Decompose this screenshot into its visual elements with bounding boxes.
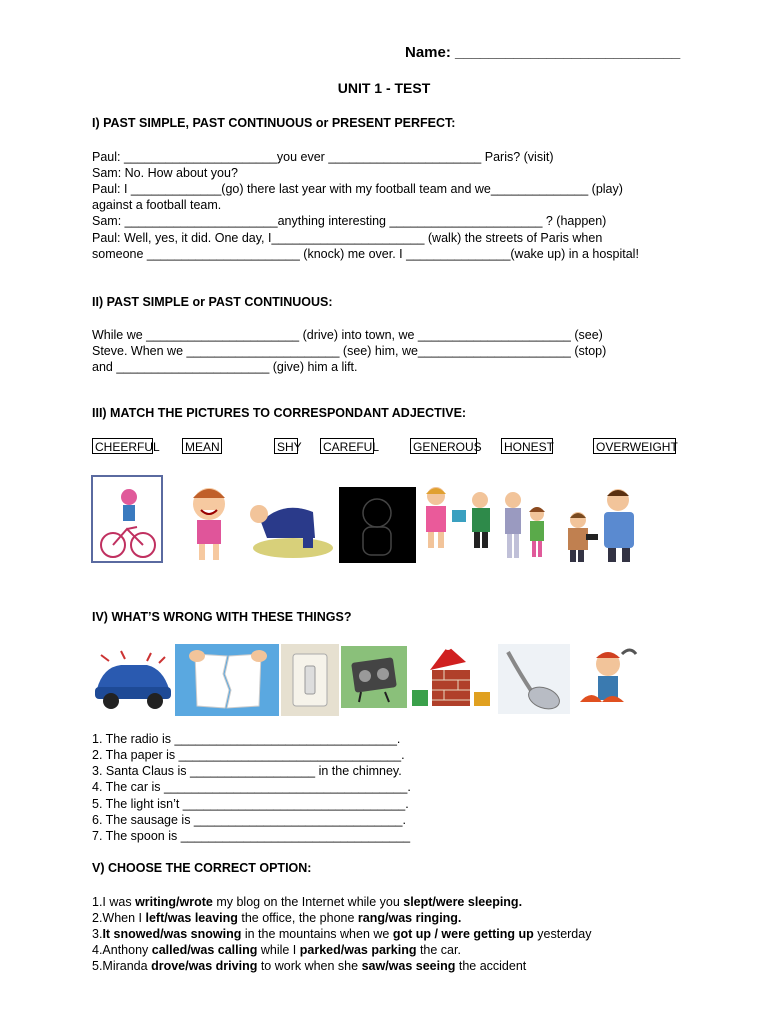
- option-text: the accident: [455, 959, 527, 973]
- option-text: yesterday: [533, 927, 592, 941]
- option-text: 1.I was: [92, 895, 136, 909]
- adjective-box-honest: HONEST: [501, 438, 553, 454]
- s1-line: against a football team.: [92, 198, 222, 212]
- option-choice: writing/wrote: [135, 895, 213, 909]
- s1-line: Paul: Well, yes, it did. One day, I______________________ (walk) the streets of Paris when: [92, 231, 603, 245]
- s2-line: Steve. When we ______________________ (see) him, we______________________ (stop): [92, 344, 607, 358]
- crashed-car-icon: [91, 645, 175, 715]
- option-choice: drove/was driving: [151, 959, 258, 973]
- s4-line: 6. The sausage is ______________________________.: [92, 813, 406, 827]
- option-choice: got up / were getting up: [392, 927, 534, 941]
- option-choice: saw/was seeing: [361, 959, 456, 973]
- s2-line: While we ______________________ (drive) into town, we ______________________ (see): [92, 328, 603, 342]
- bent-spoon-icon: [498, 644, 570, 714]
- s4-line: 2. Tha paper is ________________________________.: [92, 748, 405, 762]
- page-title: UNIT 1 - TEST: [337, 80, 431, 96]
- section-4-heading: IV) WHAT’S WRONG WITH THESE THINGS?: [92, 610, 352, 624]
- s1-line: Paul: I _____________(go) there last year with my football team and we______________ (play): [92, 182, 623, 196]
- s4-line: 3. Santa Claus is __________________ in the chimney.: [92, 764, 402, 778]
- man-hoarding-money-icon: [243, 492, 335, 562]
- option-text: the car.: [416, 943, 461, 957]
- broken-radio-icon: [341, 646, 407, 708]
- option-text: in the mountains when we: [241, 927, 393, 941]
- s4-line: 5. The light isn’t ________________________________.: [92, 797, 409, 811]
- adjective-box-mean: MEAN: [182, 438, 222, 454]
- option-choice: It snowed/was snowing: [102, 927, 242, 941]
- cheerful-girl-icon: [179, 480, 239, 564]
- s5-item: [92, 894, 522, 910]
- mother-and-child-icon: [499, 490, 551, 562]
- light-switch-icon: [281, 644, 339, 716]
- s4-line: 1. The radio is ________________________________.: [92, 732, 401, 746]
- option-text: 4.Anthony: [92, 943, 152, 957]
- option-text: 2.When I: [92, 911, 146, 925]
- option-text: the office, the phone: [237, 911, 358, 925]
- adjective-box-shy: SHY: [274, 438, 298, 454]
- section-1-heading: I) PAST SIMPLE, PAST CONTINUOUS or PRESENT PERFECT:: [92, 116, 456, 130]
- adjective-box-generous: GENEROUS: [410, 438, 477, 454]
- s1-line: Sam: No. How about you?: [92, 166, 238, 180]
- name-field-label: Name: ___________________________: [405, 44, 681, 61]
- shy-figure-icon: [339, 487, 416, 563]
- children-sharing-gift-icon: [418, 482, 498, 552]
- father-and-boy-icon: [562, 486, 648, 564]
- s1-line: someone ______________________ (knock) me over. I _______________(wake up) in a hospital!: [92, 247, 639, 261]
- option-text: 3.: [92, 927, 103, 941]
- section-5-heading: V) CHOOSE THE CORRECT OPTION:: [92, 861, 312, 875]
- s1-line: Paul: ______________________you ever ______________________ Paris? (visit): [92, 150, 554, 164]
- option-choice: called/was calling: [151, 943, 258, 957]
- option-text: my blog on the Internet while you: [212, 895, 404, 909]
- option-choice: slept/were sleeping.: [403, 895, 523, 909]
- option-choice: parked/was parking: [299, 943, 417, 957]
- burnt-sausage-icon: [572, 640, 642, 716]
- s5-item: [92, 958, 526, 974]
- s5-item: [92, 942, 461, 958]
- s5-item: [92, 910, 461, 926]
- torn-paper-icon: [175, 644, 279, 716]
- option-choice: rang/was ringing.: [357, 911, 462, 925]
- option-text: while I: [257, 943, 300, 957]
- section-2-heading: II) PAST SIMPLE or PAST CONTINUOUS:: [92, 295, 333, 309]
- s2-line: and ______________________ (give) him a lift.: [92, 360, 358, 374]
- section-3-heading: III) MATCH THE PICTURES TO CORRESPONDANT ADJECTIVE:: [92, 406, 467, 420]
- adjective-box-careful: CAREFUL: [320, 438, 374, 454]
- adjective-box-cheerful: CHEERFUL: [92, 438, 153, 454]
- s4-line: 4. The car is ___________________________________.: [92, 780, 411, 794]
- adjective-box-overweight: OVERWEIGHT: [593, 438, 676, 454]
- santa-stuck-chimney-icon: [408, 640, 494, 714]
- option-choice: left/was leaving: [145, 911, 238, 925]
- s1-line: Sam: ______________________anything interesting ______________________ ? (happen): [92, 214, 607, 228]
- s4-line: 7. The spoon is _________________________________: [92, 829, 411, 843]
- s5-item: [92, 926, 591, 942]
- girl-cycling-icon: [91, 475, 163, 563]
- option-text: to work when she: [257, 959, 362, 973]
- option-text: 5.Miranda: [92, 959, 152, 973]
